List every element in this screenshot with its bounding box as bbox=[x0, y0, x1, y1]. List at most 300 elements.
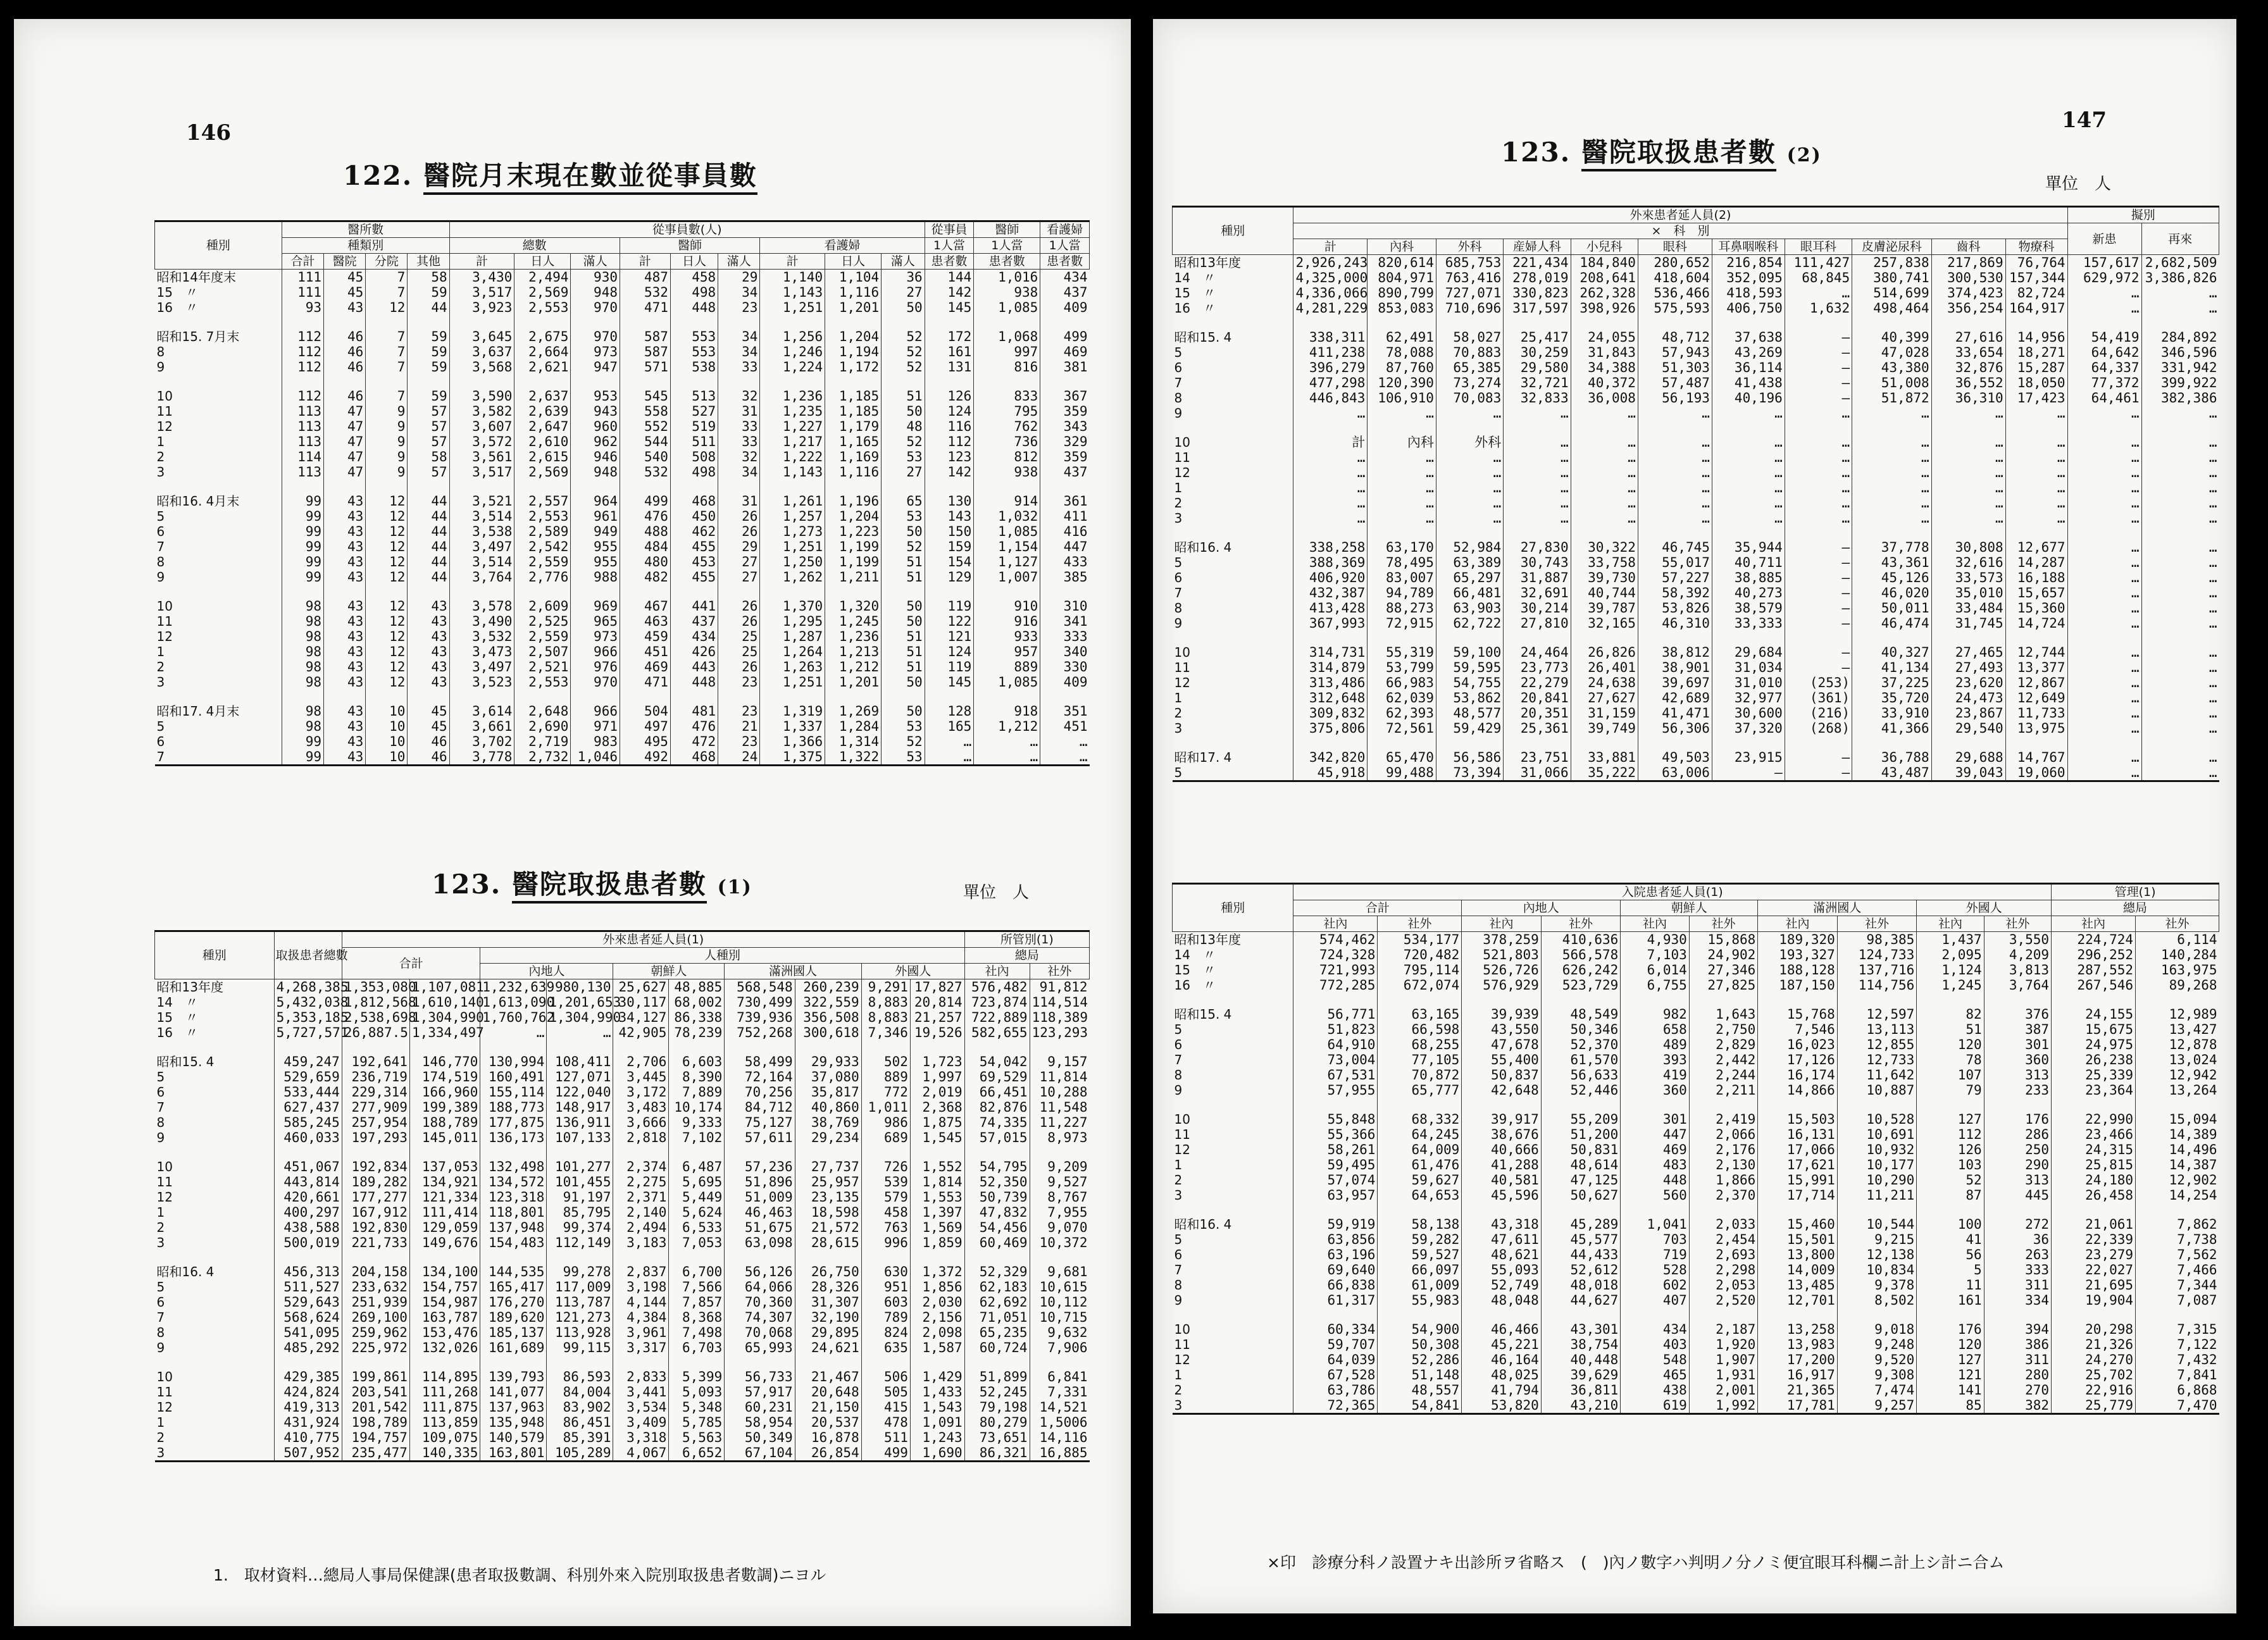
table-cell: 2,682,509 bbox=[2141, 255, 2219, 271]
table-cell: 498 bbox=[670, 285, 718, 300]
table-cell: 32,977 bbox=[1712, 690, 1785, 705]
table-cell: 121,334 bbox=[409, 1190, 480, 1205]
table-cell: 685,753 bbox=[1436, 255, 1503, 271]
table-cell: 194,757 bbox=[342, 1430, 409, 1445]
table-cell: 12,597 bbox=[1837, 1007, 1917, 1022]
table-cell: 2,559 bbox=[514, 629, 571, 644]
table-cell bbox=[725, 1145, 795, 1159]
col-kr: 滿人 bbox=[882, 254, 925, 270]
table-cell: 3,534 bbox=[613, 1400, 669, 1415]
table-cell: 51,148 bbox=[1378, 1367, 1462, 1382]
table-cell: 7,566 bbox=[669, 1279, 725, 1295]
table-cell: 25 bbox=[718, 644, 760, 659]
table-cell: 159 bbox=[925, 539, 974, 554]
table-cell: 107 bbox=[1917, 1067, 1984, 1083]
table-cell bbox=[408, 690, 449, 704]
table-cell: 2,926,243 bbox=[1293, 255, 1368, 271]
table-cell: 58,138 bbox=[1378, 1217, 1462, 1232]
table-cell: 437 bbox=[1040, 285, 1090, 300]
table-cell: 111,414 bbox=[409, 1205, 480, 1220]
row-label: 12 bbox=[1174, 675, 1190, 690]
table-cell: 5,348 bbox=[669, 1400, 725, 1415]
table-cell: 943 bbox=[571, 404, 620, 419]
table-cell: 80,279 bbox=[964, 1415, 1030, 1430]
table-cell: 20,814 bbox=[910, 995, 964, 1010]
table-cell: 121 bbox=[1917, 1367, 1984, 1382]
table-cell: 9,291 bbox=[861, 979, 910, 995]
table-cell: 1,041 bbox=[1621, 1217, 1689, 1232]
table-cell: 6,114 bbox=[2136, 932, 2219, 948]
table-row bbox=[1173, 330, 2219, 345]
table-cell: 1,397 bbox=[910, 1205, 964, 1220]
table-cell: … bbox=[1931, 495, 2005, 511]
table-cell: 497 bbox=[620, 719, 670, 734]
table-cell: 726 bbox=[861, 1159, 910, 1174]
table-cell: 2,615 bbox=[514, 449, 571, 464]
table-cell bbox=[1293, 1308, 1378, 1322]
table-cell bbox=[964, 1040, 1030, 1054]
col-outside: 社外 bbox=[1984, 916, 2051, 932]
table-cell: 55,319 bbox=[1368, 645, 1436, 660]
table-cell: 42,689 bbox=[1638, 690, 1712, 705]
table-row bbox=[155, 1100, 1090, 1115]
table-cell: 2,706 bbox=[613, 1054, 669, 1069]
table-cell: 463 bbox=[620, 614, 670, 629]
col-mn: 滿洲國人 bbox=[1758, 900, 1917, 916]
table-row bbox=[1173, 1098, 2219, 1112]
table-cell bbox=[1712, 316, 1785, 330]
table-cell: 1,223 bbox=[825, 524, 882, 539]
table-cell: 3,614 bbox=[449, 704, 514, 719]
table-cell bbox=[514, 480, 571, 494]
table-cell: 103 bbox=[1917, 1157, 1984, 1172]
table-cell: 499 bbox=[861, 1445, 910, 1462]
table-cell: 51,009 bbox=[725, 1190, 795, 1205]
table-cell: 2,298 bbox=[1689, 1262, 1757, 1277]
table-cell: 566,578 bbox=[1541, 947, 1621, 962]
table-cell: … bbox=[2141, 750, 2219, 765]
table-cell bbox=[795, 1040, 861, 1054]
table-cell: 528 bbox=[1621, 1262, 1689, 1277]
table-cell: 16,885 bbox=[1030, 1445, 1089, 1462]
col-jp: 日人 bbox=[670, 254, 718, 270]
table-cell: 7,562 bbox=[2136, 1247, 2219, 1262]
table-cell: – bbox=[1785, 585, 1852, 600]
table-cell: 23,135 bbox=[795, 1190, 861, 1205]
col-jp: 日人 bbox=[825, 254, 882, 270]
row-label: 12 bbox=[156, 419, 173, 434]
table-cell: 603 bbox=[861, 1295, 910, 1310]
table-cell: 1,304,990 bbox=[547, 1010, 613, 1025]
table-cell: 51,872 bbox=[1852, 390, 1932, 406]
table-row bbox=[155, 388, 1090, 404]
table-cell: 23,620 bbox=[1931, 675, 2005, 690]
table-cell: 189,620 bbox=[480, 1310, 547, 1325]
table-cell: 46,020 bbox=[1852, 585, 1932, 600]
table-cell: 51,675 bbox=[725, 1220, 795, 1235]
table-cell: 930 bbox=[571, 270, 620, 285]
table-cell: 504 bbox=[620, 704, 670, 719]
table-cell: 460,033 bbox=[274, 1130, 342, 1145]
table-cell: 165 bbox=[925, 719, 974, 734]
table-cell: 33,910 bbox=[1852, 705, 1932, 721]
table-row bbox=[155, 419, 1090, 434]
row-label: 10 bbox=[156, 1369, 173, 1384]
table-cell: … bbox=[1368, 495, 1436, 511]
table-row bbox=[1173, 495, 2219, 511]
table-cell: 41,366 bbox=[1852, 721, 1932, 736]
table-cell: 137,053 bbox=[409, 1159, 480, 1174]
table-cell: 1,690 bbox=[910, 1445, 964, 1462]
table-cell: 3,590 bbox=[449, 388, 514, 404]
table-cell: 12 bbox=[366, 659, 408, 674]
table-cell bbox=[1378, 1308, 1462, 1322]
table-cell bbox=[1462, 993, 1542, 1007]
table-cell: 1,196 bbox=[825, 494, 882, 509]
footnote: ×印 診療分科ノ設置ナキ出診所ヲ省略ス ( )內ノ數字ハ判明ノ分ノミ便宜眼耳科欄ニ計上シ計ニ合ム bbox=[1267, 1553, 2005, 1572]
table-cell: 529,659 bbox=[274, 1069, 342, 1084]
table-cell: 7 bbox=[366, 270, 408, 285]
table-cell bbox=[2052, 1098, 2136, 1112]
table-cell: 532 bbox=[620, 285, 670, 300]
table-cell: 124 bbox=[925, 404, 974, 419]
table-cell: 41,288 bbox=[1462, 1157, 1542, 1172]
table-cell: … bbox=[2067, 705, 2141, 721]
table-cell: 47,678 bbox=[1462, 1037, 1542, 1052]
row-label: 3 bbox=[1174, 1398, 1183, 1413]
table-cell: … bbox=[1638, 450, 1712, 465]
table-cell: 341 bbox=[1040, 614, 1090, 629]
table-cell: 12,701 bbox=[1758, 1293, 1838, 1308]
table-cell: 437 bbox=[1040, 464, 1090, 480]
table-cell: – bbox=[1785, 765, 1852, 781]
table-row bbox=[1173, 1398, 2219, 1414]
table-cell: 739,936 bbox=[725, 1010, 795, 1025]
table-cell: 970 bbox=[571, 300, 620, 315]
table-cell: 13,113 bbox=[1837, 1022, 1917, 1037]
table-cell: 36,811 bbox=[1541, 1382, 1621, 1398]
table-cell: 23 bbox=[718, 674, 760, 690]
table-cell: 65,470 bbox=[1368, 750, 1436, 765]
table-cell: 127 bbox=[1917, 1352, 1984, 1367]
table-cell: … bbox=[2067, 540, 2141, 555]
table-cell: 27,830 bbox=[1504, 540, 1571, 555]
table-cell bbox=[1378, 1098, 1462, 1112]
table-cell: 710,696 bbox=[1436, 301, 1503, 316]
table-cell: 2,569 bbox=[514, 464, 571, 480]
table-cell bbox=[1931, 631, 2005, 645]
col-out-total: 外來患者延人員(1) bbox=[342, 931, 964, 948]
table-cell: (216) bbox=[1785, 705, 1852, 721]
table-cell: 64,039 bbox=[1293, 1352, 1378, 1367]
table-cell: 86,593 bbox=[547, 1369, 613, 1384]
table-cell bbox=[1040, 585, 1090, 599]
table-cell: 86,338 bbox=[669, 1010, 725, 1025]
table-cell: 3,409 bbox=[613, 1415, 669, 1430]
table-cell: 50,346 bbox=[1541, 1022, 1621, 1037]
table-cell: 426 bbox=[670, 644, 718, 659]
table-cell: 50 bbox=[882, 404, 925, 419]
table-cell: (361) bbox=[1785, 690, 1852, 705]
table-row bbox=[1173, 285, 2219, 301]
table-cell: 376 bbox=[1984, 1007, 2051, 1022]
table-cell: 1,085 bbox=[974, 300, 1040, 315]
table-cell: 內科 bbox=[1368, 435, 1436, 450]
table-cell bbox=[1504, 421, 1571, 435]
table-cell: 2,419 bbox=[1689, 1112, 1757, 1127]
page-number: 146 bbox=[186, 120, 231, 146]
table-cell: 49,503 bbox=[1638, 750, 1712, 765]
table-cell: 26 bbox=[718, 659, 760, 674]
table-cell: … bbox=[1785, 495, 1852, 511]
table-cell bbox=[342, 1145, 409, 1159]
table-row bbox=[155, 1190, 1090, 1205]
table-cell: 137,716 bbox=[1837, 962, 1917, 978]
col-kind: 種別 bbox=[1173, 207, 1293, 255]
table-cell: 30,600 bbox=[1712, 705, 1785, 721]
table-cell: 890,799 bbox=[1368, 285, 1436, 301]
table-row bbox=[1173, 1217, 2219, 1232]
table-cell: 443 bbox=[670, 659, 718, 674]
table-cell: 300,618 bbox=[795, 1025, 861, 1040]
row-label: 8 bbox=[156, 1325, 165, 1340]
row-label bbox=[155, 375, 282, 388]
table-cell: 44 bbox=[408, 300, 449, 315]
table-cell bbox=[670, 480, 718, 494]
table-cell: 33 bbox=[718, 359, 760, 375]
table-cell: 99 bbox=[282, 554, 323, 569]
table-cell: 406,750 bbox=[1712, 301, 1785, 316]
table-cell: 153,476 bbox=[409, 1325, 480, 1340]
row-label: 6 bbox=[1174, 1037, 1183, 1052]
table-cell: 3,517 bbox=[449, 285, 514, 300]
table-cell bbox=[514, 690, 571, 704]
table-cell bbox=[342, 1355, 409, 1369]
table-cell: 22,916 bbox=[2052, 1382, 2136, 1398]
table-cell: 55,209 bbox=[1541, 1112, 1621, 1127]
table-cell: 55,848 bbox=[1293, 1112, 1378, 1127]
table-cell: 1,366 bbox=[760, 734, 825, 749]
table-cell: 400,297 bbox=[274, 1205, 342, 1220]
table-cell: 333 bbox=[1984, 1262, 2051, 1277]
table-cell: 21,326 bbox=[2052, 1337, 2136, 1352]
table-cell bbox=[669, 1355, 725, 1369]
table-row bbox=[1173, 978, 2219, 993]
table-cell: 70,872 bbox=[1378, 1067, 1462, 1083]
table-cell: 2,019 bbox=[910, 1084, 964, 1100]
table-cell: 1,032 bbox=[974, 509, 1040, 524]
table-cell: 235,477 bbox=[342, 1445, 409, 1462]
table-cell: 331,942 bbox=[2141, 360, 2219, 375]
table-cell: 14,009 bbox=[1758, 1262, 1838, 1277]
table-cell bbox=[408, 585, 449, 599]
table-cell: 30,214 bbox=[1504, 600, 1571, 616]
table-cell: 7,102 bbox=[669, 1130, 725, 1145]
table-cell: 2,693 bbox=[1689, 1247, 1757, 1262]
table-cell bbox=[2067, 421, 2141, 435]
table-cell: … bbox=[1436, 406, 1503, 421]
table-cell: 12 bbox=[366, 629, 408, 644]
table-cell: 499 bbox=[1040, 329, 1090, 344]
table-cell: 762 bbox=[974, 419, 1040, 434]
table-cell: … bbox=[1852, 480, 1932, 495]
table-cell: 3,483 bbox=[613, 1100, 669, 1115]
table-cell: 448 bbox=[1621, 1172, 1689, 1188]
table-row bbox=[155, 979, 1090, 995]
table-cell: 114,756 bbox=[1837, 978, 1917, 993]
table-123-1 bbox=[154, 930, 1090, 1462]
table-cell: 57,015 bbox=[964, 1130, 1030, 1145]
table-cell: 64,461 bbox=[2067, 390, 2141, 406]
table-cell: 9 bbox=[366, 404, 408, 419]
table-cell: 5 bbox=[1917, 1262, 1984, 1277]
table-cell: 114,514 bbox=[1030, 995, 1089, 1010]
table-cell: 199,389 bbox=[409, 1100, 480, 1115]
table-cell: 52,350 bbox=[964, 1174, 1030, 1190]
table-cell: 43 bbox=[324, 509, 366, 524]
table-cell: 10,174 bbox=[669, 1100, 725, 1115]
col-staff-total: 總數 bbox=[449, 238, 620, 254]
table-cell: 63,165 bbox=[1378, 1007, 1462, 1022]
table-cell: 23,773 bbox=[1504, 660, 1571, 675]
table-cell: 17,126 bbox=[1758, 1052, 1838, 1067]
row-label: 昭和15. 4 bbox=[156, 1054, 215, 1069]
table-cell: 804,971 bbox=[1368, 270, 1436, 285]
table-cell: 46,745 bbox=[1638, 540, 1712, 555]
table-cell: – bbox=[1785, 390, 1852, 406]
table-cell: 314,879 bbox=[1293, 660, 1368, 675]
table-cell: 468 bbox=[670, 749, 718, 766]
table-cell: 1,322 bbox=[825, 749, 882, 766]
table-cell: 382 bbox=[1984, 1398, 2051, 1414]
table-cell: 3,445 bbox=[613, 1069, 669, 1084]
col-total: 合計 bbox=[282, 254, 323, 270]
table-cell: 148,917 bbox=[547, 1100, 613, 1115]
table-cell bbox=[1462, 1098, 1542, 1112]
row-label bbox=[1173, 1203, 1293, 1217]
table-cell bbox=[2141, 316, 2219, 330]
table-row bbox=[1173, 736, 2219, 750]
table-cell: 30,117 bbox=[613, 995, 669, 1010]
col-surgery: 外科 bbox=[1436, 239, 1503, 255]
row-label: 5 bbox=[1174, 1232, 1183, 1247]
table-cell bbox=[825, 480, 882, 494]
row-label: 5 bbox=[1174, 765, 1183, 780]
table-cell: 161 bbox=[1917, 1293, 1984, 1308]
table-cell: 33,484 bbox=[1931, 600, 2005, 616]
table-cell: 2,156 bbox=[910, 1310, 964, 1325]
table-cell: 58,261 bbox=[1293, 1142, 1378, 1157]
table-cell bbox=[1917, 1203, 1984, 1217]
table-cell: 489 bbox=[1621, 1037, 1689, 1052]
table-cell: 312,648 bbox=[1293, 690, 1368, 705]
table-cell: 51 bbox=[882, 659, 925, 674]
table-cell: 60,724 bbox=[964, 1340, 1030, 1355]
table-cell: 59,282 bbox=[1378, 1232, 1462, 1247]
table-cell: 1,246 bbox=[760, 344, 825, 359]
table-cell: 1,856 bbox=[910, 1279, 964, 1295]
table-cell bbox=[1712, 631, 1785, 645]
table-cell: 43,269 bbox=[1712, 345, 1785, 360]
table-cell: 43 bbox=[408, 659, 449, 674]
table-cell: 1,232,639 bbox=[480, 979, 547, 995]
table-cell: 74,307 bbox=[725, 1310, 795, 1325]
table-cell: 87,760 bbox=[1368, 360, 1436, 375]
table-cell bbox=[910, 1355, 964, 1369]
row-label bbox=[155, 585, 282, 599]
row-label: 2 bbox=[156, 1430, 165, 1445]
table-cell: 9,681 bbox=[1030, 1264, 1089, 1279]
table-cell: 48,557 bbox=[1378, 1382, 1462, 1398]
table-cell: … bbox=[1638, 511, 1712, 526]
table-cell: … bbox=[2067, 600, 2141, 616]
table-cell: 53,820 bbox=[1462, 1398, 1542, 1414]
row-label: 5 bbox=[1174, 1022, 1183, 1037]
row-label: 1 bbox=[1174, 480, 1183, 495]
table-row bbox=[1173, 932, 2219, 948]
table-cell: 1,370 bbox=[760, 599, 825, 614]
table-cell: … bbox=[2067, 406, 2141, 421]
table-cell: 98 bbox=[282, 644, 323, 659]
row-label: 1 bbox=[1174, 1157, 1183, 1172]
table-cell: 51 bbox=[882, 554, 925, 569]
table-cell: 229,314 bbox=[342, 1084, 409, 1100]
table-cell: 43 bbox=[324, 749, 366, 766]
table-cell: 111 bbox=[282, 270, 323, 285]
table-cell: 33 bbox=[718, 434, 760, 449]
table-cell: 56,771 bbox=[1293, 1007, 1378, 1022]
table-cell: 3,813 bbox=[1984, 962, 2051, 978]
table-cell: 25,339 bbox=[2052, 1067, 2136, 1083]
table-cell: 1,553 bbox=[910, 1190, 964, 1205]
row-label: 昭和13年度 bbox=[1174, 255, 1241, 270]
table-cell: 278,019 bbox=[1504, 270, 1571, 285]
table-cell: 37,225 bbox=[1852, 675, 1932, 690]
table-cell: 9 bbox=[366, 434, 408, 449]
table-cell: 63,786 bbox=[1293, 1382, 1378, 1398]
table-row bbox=[155, 644, 1090, 659]
table-cell: 947 bbox=[571, 359, 620, 375]
table-cell: 12,744 bbox=[2005, 645, 2067, 660]
table-cell: 301 bbox=[1621, 1112, 1689, 1127]
table-cell: 144 bbox=[925, 270, 974, 285]
table-cell: 32 bbox=[718, 388, 760, 404]
table-cell: 129 bbox=[925, 569, 974, 585]
table-122-number: 122. bbox=[343, 160, 413, 191]
table-cell: 459 bbox=[620, 629, 670, 644]
row-label: 5 bbox=[156, 1069, 165, 1084]
table-cell: 57 bbox=[408, 434, 449, 449]
table-cell: 57,611 bbox=[725, 1130, 795, 1145]
col-kind: 種別 bbox=[155, 931, 275, 979]
table-cell bbox=[1293, 1203, 1378, 1217]
table-cell: (253) bbox=[1785, 675, 1852, 690]
table-cell: 317,597 bbox=[1504, 301, 1571, 316]
table-cell: 3,386,826 bbox=[2141, 270, 2219, 285]
row-label: 12 bbox=[156, 1400, 173, 1415]
row-label: 10 bbox=[1174, 1322, 1190, 1337]
table-cell bbox=[1621, 1308, 1689, 1322]
table-cell: … bbox=[1368, 406, 1436, 421]
table-cell: 188,773 bbox=[480, 1100, 547, 1115]
table-cell: 9,070 bbox=[1030, 1220, 1089, 1235]
table-cell: 98 bbox=[282, 659, 323, 674]
table-cell: 1,304,990 bbox=[409, 1010, 480, 1025]
table-cell: … bbox=[2067, 616, 2141, 631]
table-row bbox=[1173, 1067, 2219, 1083]
table-cell: … bbox=[2141, 435, 2219, 450]
table-cell: 2,837 bbox=[613, 1264, 669, 1279]
